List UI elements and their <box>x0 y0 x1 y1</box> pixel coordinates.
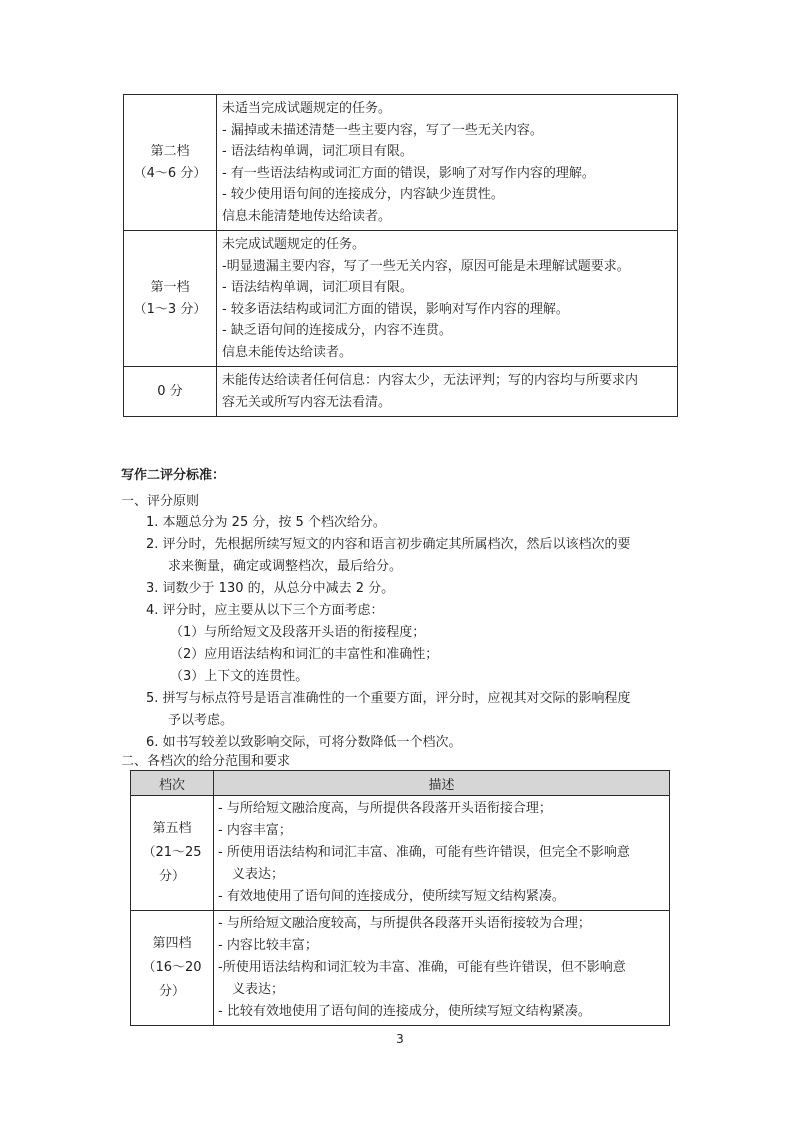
level-cell <box>131 796 214 911</box>
page-number: 3 <box>396 1032 404 1046</box>
principle-item: 2. 评分时，先根据所续写短文的内容和语言初步确定其所属档次，然后以该档次的要 <box>146 537 631 552</box>
level-cell <box>124 231 217 367</box>
level-range: （16～20 <box>142 960 202 975</box>
section-title: 写作二评分标准： <box>121 468 226 483</box>
description-line: - 有效地使用了语句间的连接成分，使所续写短文结构紧凑。 <box>218 889 565 904</box>
level-cell <box>124 367 217 417</box>
level-name: 第四档 <box>152 936 192 951</box>
description-cell <box>217 231 678 367</box>
principle-item: 5. 拼写与标点符号是语言准确性的一个重要方面，评分时，应视其对交际的影响程度 <box>146 691 631 706</box>
description-cell <box>217 95 678 231</box>
principle-item: 求来衡量，确定或调整档次，最后给分。 <box>168 559 403 574</box>
level-range: （21～25 <box>142 845 202 860</box>
description-line: -所使用语法结构和词汇较为丰富、准确，可能有些许错误，但不影响意 <box>218 960 626 975</box>
part-two-heading: 二、各档次的给分范围和要求 <box>121 754 291 769</box>
principle-item: 1. 本题总分为 25 分，按 5 个档次给分。 <box>146 515 386 530</box>
description-line: 容无关或所写内容无法看清。 <box>222 394 392 410</box>
description-line: - 较少使用语句间的连接成分，内容缺少连贯性。 <box>222 187 504 202</box>
principle-item: 4. 评分时，应主要从以下三个方面考虑： <box>146 603 384 618</box>
score-table-writing-one <box>123 94 678 417</box>
description-cell <box>217 367 678 417</box>
level-range: （1～3 分） <box>133 301 207 317</box>
description-line: - 缺乏语句间的连接成分，内容不连贯。 <box>222 323 452 338</box>
principle-subitem: （2）应用语法结构和词汇的丰富性和准确性； <box>170 647 439 662</box>
level-range-suffix: 分） <box>158 984 185 999</box>
description-line: - 与所给短文融洽度高，与所提供各段落开头语衔接合理； <box>218 801 552 816</box>
level-cell <box>131 911 214 1026</box>
description-line: 信息未能清楚地传达给读者。 <box>222 208 392 224</box>
description-line: - 较多语法结构或词汇方面的错误，影响对写作内容的理解。 <box>222 301 569 317</box>
level-name: 第五档 <box>152 821 192 836</box>
level-name: 0 分 <box>157 383 183 399</box>
description-line: - 内容丰富； <box>218 823 292 838</box>
description-line: -明显遗漏主要内容，写了一些无关内容，原因可能是未理解试题要求。 <box>222 258 630 274</box>
level-name: 第一档 <box>150 279 190 295</box>
description-line: - 内容比较丰富； <box>218 938 318 953</box>
description-line: - 与所给短文融洽度较高，与所提供各段落开头语衔接较为合理； <box>218 916 591 931</box>
header-description: 描述 <box>214 771 670 796</box>
description-line: 未适当完成试题规定的任务。 <box>222 101 392 116</box>
level-name: 第二档 <box>150 143 190 159</box>
principle-subitem: （1）与所给短文及段落开头语的衔接程度； <box>170 625 426 640</box>
part-one-heading: 一、评分原则 <box>121 494 200 509</box>
table-header-row <box>131 771 670 796</box>
table-row <box>124 367 678 417</box>
description-line: 未完成试题规定的任务。 <box>222 237 366 252</box>
description-line: - 语法结构单调，词汇项目有限。 <box>222 280 413 295</box>
table-row <box>124 231 678 367</box>
table-row <box>131 796 670 911</box>
table-row <box>124 95 678 231</box>
principle-item: 予以考虑。 <box>168 713 234 728</box>
description-line: 义表达； <box>232 982 285 997</box>
description-line: - 有一些语法结构或词汇方面的错误，影响了对写作内容的理解。 <box>222 165 595 181</box>
description-cell <box>214 796 670 911</box>
table-row <box>131 911 670 1026</box>
principle-item: 3. 词数少于 130 的，从总分中减去 2 分。 <box>146 581 395 596</box>
header-level: 档次 <box>131 771 214 796</box>
principle-subitem: （3）上下文的连贯性。 <box>170 669 309 684</box>
score-table-writing-two <box>130 770 670 1026</box>
description-line: - 所使用语法结构和词汇丰富、准确，可能有些许错误，但完全不影响意 <box>218 845 630 860</box>
description-cell <box>214 911 670 1026</box>
description-line: - 比较有效地使用了语句间的连接成分，使所续写短文结构紧凑。 <box>218 1004 591 1019</box>
level-cell <box>124 95 217 231</box>
description-line: - 语法结构单调，词汇项目有限。 <box>222 144 413 159</box>
description-line: 未能传达给读者任何信息：内容太少，无法评判；写的内容均与所要求内 <box>222 373 639 388</box>
level-range-suffix: 分） <box>158 869 185 884</box>
level-range: （4～6 分） <box>133 165 207 181</box>
principle-item: 6. 如书写较差以致影响交际，可将分数降低一个档次。 <box>146 735 462 750</box>
description-line: - 漏掉或未描述清楚一些主要内容，写了一些无关内容。 <box>222 122 543 138</box>
description-line: 信息未能传达给读者。 <box>222 344 353 360</box>
description-line: 义表达； <box>232 867 285 882</box>
